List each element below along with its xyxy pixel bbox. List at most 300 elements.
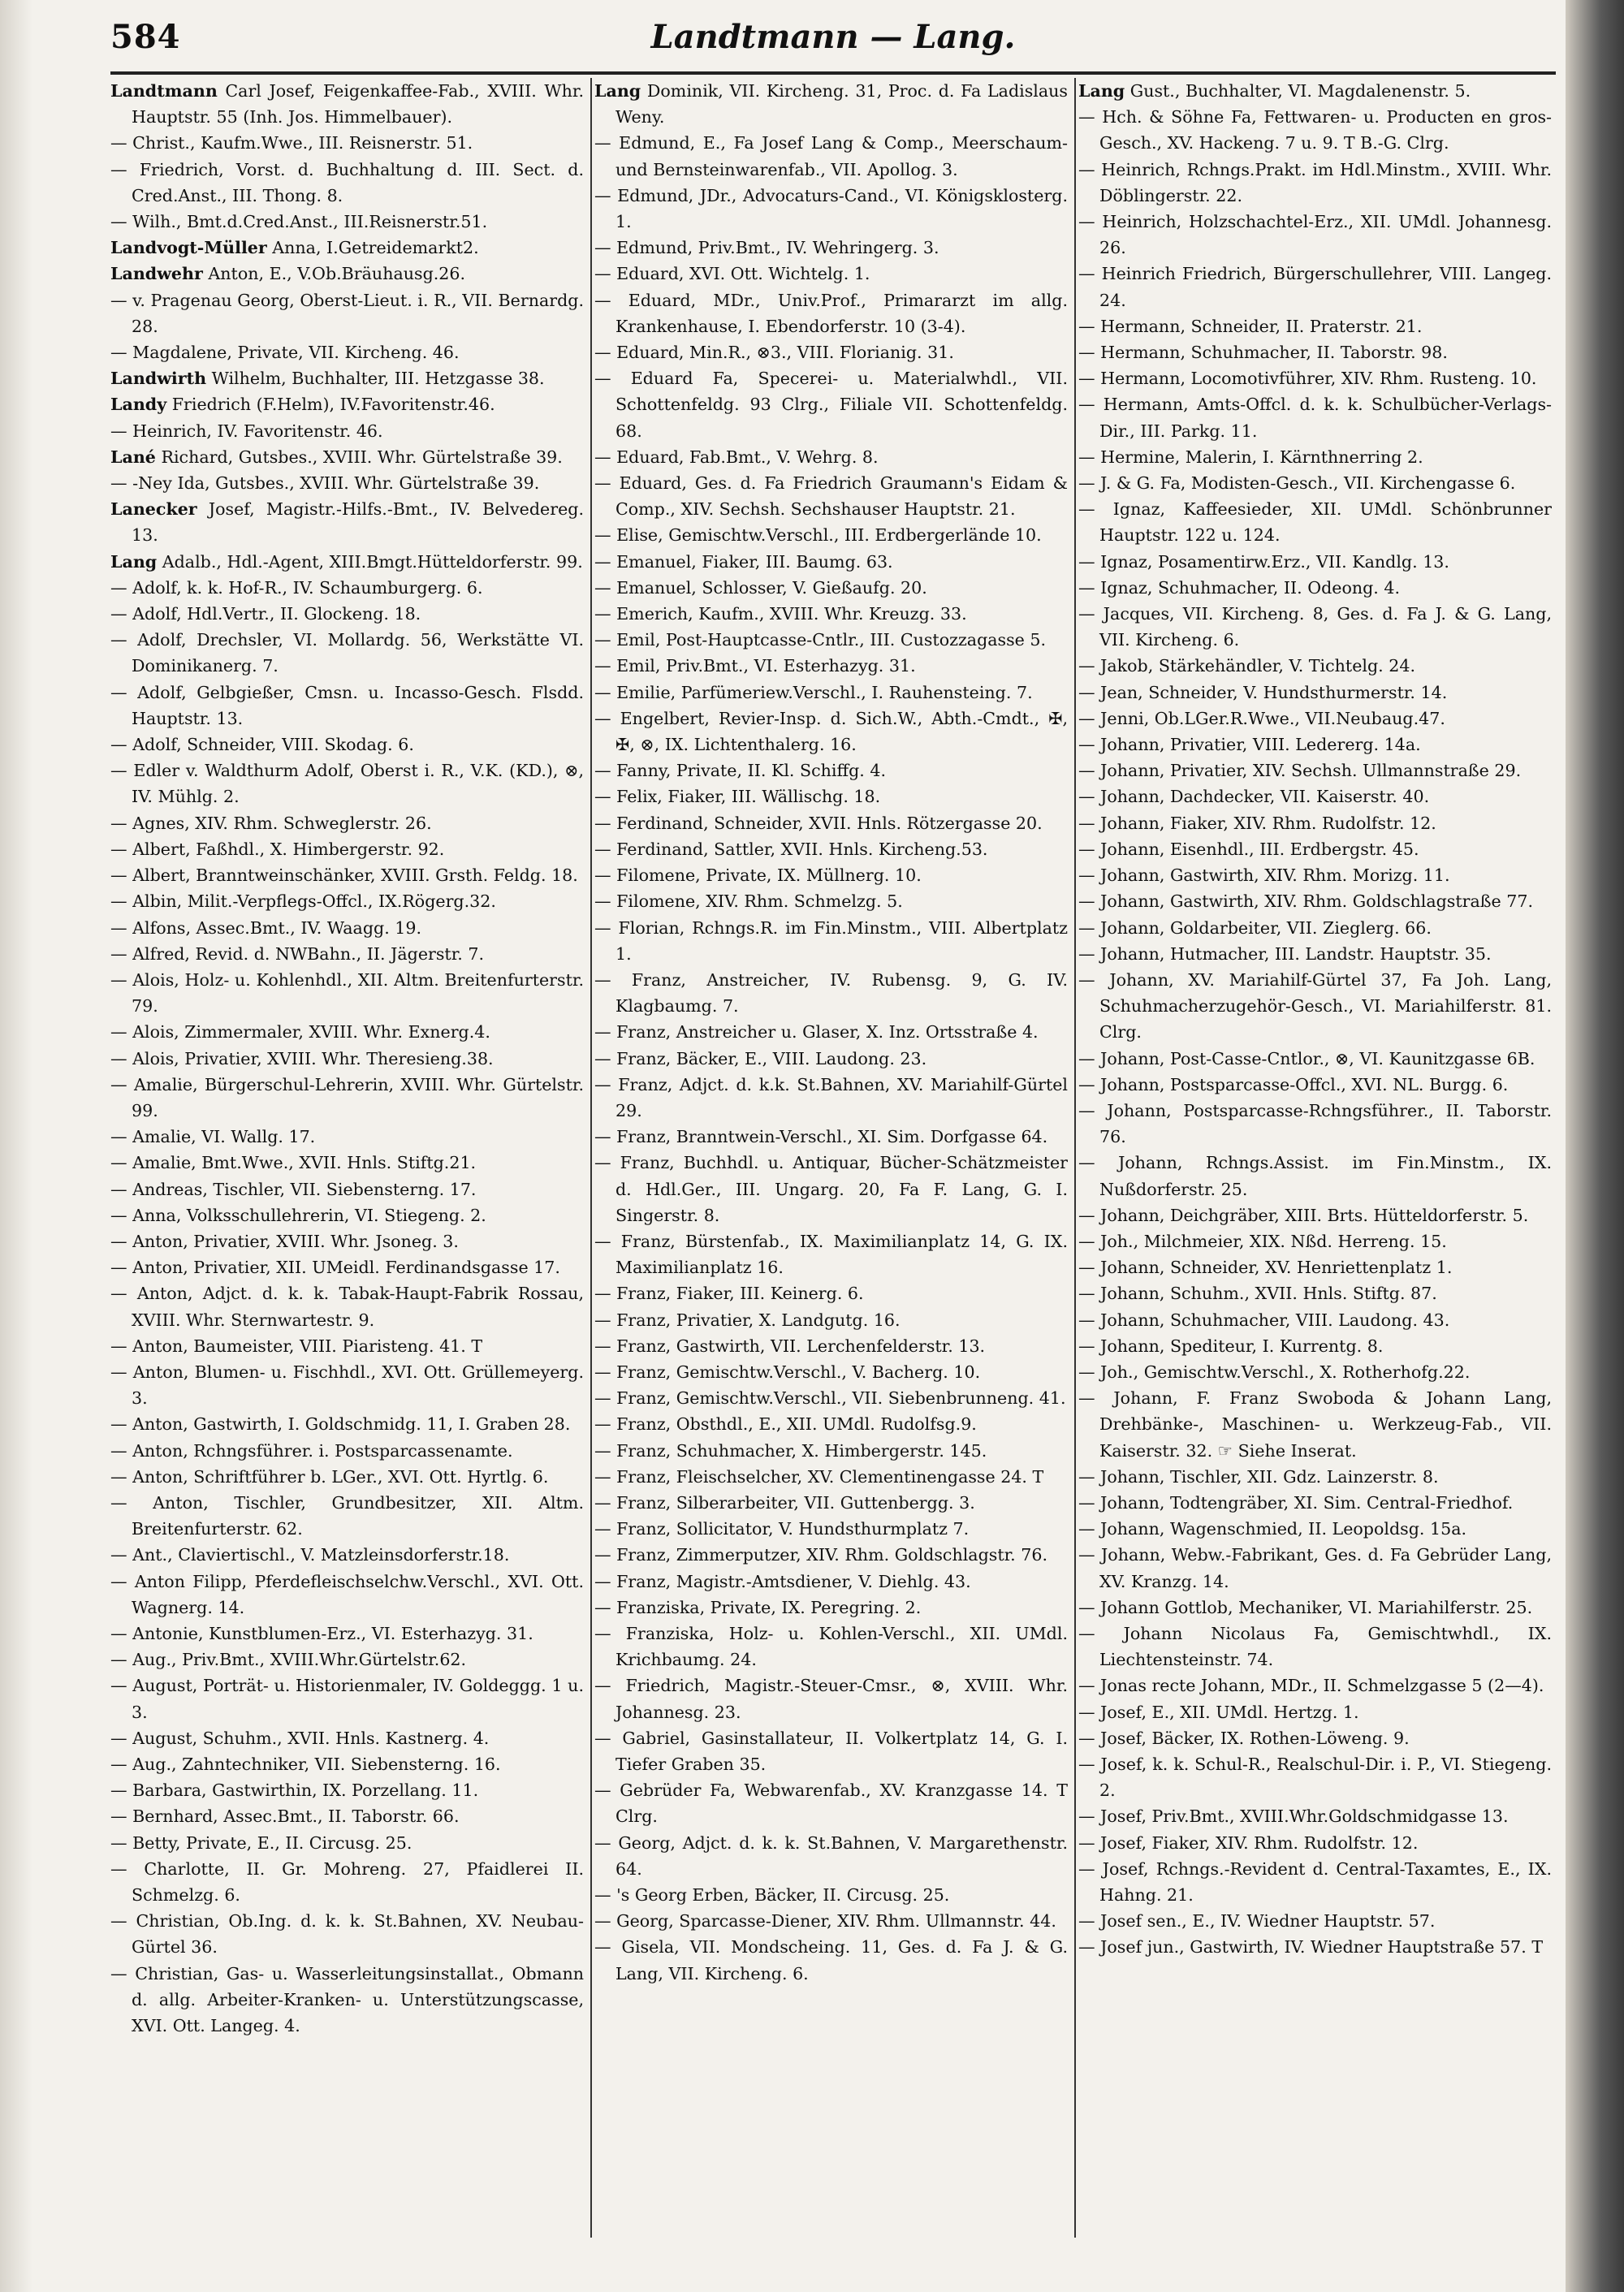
entry-text: — Elise, Gemischtw.Verschl., III. Erdbergerlände 10. [594,525,1042,546]
entry-text: Anton, E., V.Ob.Bräuhausg.26. [202,264,466,284]
directory-entry [594,836,1068,862]
entry-text: — Anton, Schriftführer b. LGer., XVI. Ott. Hyrtlg. 6. [110,1466,549,1487]
entry-text: — Gabriel, Gasinstallateur, II. Volkertplatz 14, G. I. Tiefer Graben 35. [594,1728,1068,1774]
directory-entry [1078,1098,1552,1150]
page-gutter-shadow [0,0,32,2292]
entry-text: — Johann, Post-Casse-Cntlor., ⊗, VI. Kaunitzgasse 6B. [1078,1048,1535,1068]
entry-text: — Heinrich, Rchngs.Prakt. im Hdl.Minstm., XVIII. Whr. Döblingerstr. 22. [1078,159,1552,205]
directory-entry [110,287,584,339]
directory-entry [110,391,584,417]
entry-text: — Johann, Schuhmacher, VIII. Laudong. 43. [1078,1310,1450,1330]
directory-entry [1078,706,1552,732]
directory-entry [594,1934,1068,1986]
directory-entry [594,653,1068,679]
entry-text: — Agnes, XIV. Rhm. Schweglerstr. 26. [110,813,432,833]
directory-entry [110,888,584,914]
page-number: 584 [110,18,181,56]
entry-text: — Georg, Adjct. d. k. k. St.Bahnen, V. Margarethenstr. 64. [594,1832,1068,1879]
entry-text: — Emil, Priv.Bmt., VI. Esterhazyg. 31. [594,656,916,676]
entry-text: — Eduard, Min.R., ⊗3., VIII. Florianig. 31. [594,343,954,363]
entry-text: — Josef sen., E., IV. Wiedner Hauptstr. 57. [1078,1911,1436,1932]
entry-text: — Adolf, k. k. Hof-R., IV. Schaumburgerg. 6. [110,577,483,598]
entry-text: — Anton, Gastwirth, I. Goldschmidg. 11, I. Graben 28. [110,1414,571,1435]
directory-entry [594,1228,1068,1280]
entry-text: — Franziska, Private, IX. Peregring. 2. [594,1597,922,1617]
directory-entry [1078,862,1552,888]
entry-text: — Franz, Schuhmacher, X. Himbergerstr. 145. [594,1440,987,1461]
entry-text: — Christian, Ob.Ing. d. k. k. St.Bahnen, XV. Neubau-Gürtel 36. [110,1911,584,1957]
directory-entry [1078,1046,1552,1072]
entry-text: — Gisela, VII. Mondscheing. 11, Ges. d. Fa J. & G. Lang, VII. Kircheng. 6. [594,1937,1068,1983]
entry-text: — Johann, Hutmacher, III. Landstr. Hauptstr. 35. [1078,943,1492,964]
directory-entry [594,1359,1068,1385]
entry-text: — Johann, Privatier, VIII. Ledererg. 14a. [1078,735,1421,755]
directory-entry [1078,732,1552,758]
directory-entry [1078,1202,1552,1228]
directory-entry [110,1569,584,1621]
entry-text: — Johann Gottlob, Mechaniker, VI. Mariahilferstr. 25. [1078,1597,1533,1617]
directory-entry [1078,1490,1552,1516]
directory-entry [1078,1072,1552,1098]
entry-text: Carl Josef, Feigenkaffee-Fab., XVIII. Whr. Hauptstr. 55 (Inh. Jos. Himmelbauer). [132,81,584,127]
column-3 [1078,78,1552,2238]
entry-text: — Johann, Fiaker, XIV. Rhm. Rudolfstr. 12. [1078,813,1436,833]
entry-text: — Franz, Anstreicher, IV. Rubensg. 9, G. IV. Klagbaumg. 7. [594,969,1068,1017]
entry-text: — Johann, Schuhm., XVII. Hnls. Stiftg. 87. [1078,1284,1437,1304]
entry-text: — Edmund, Priv.Bmt., IV. Wehringerg. 3. [594,238,939,258]
entry-text: — Alois, Zimmermaler, XVIII. Whr. Exnerg.4. [110,1022,490,1042]
directory-entry [1078,653,1552,679]
directory-entry [110,130,584,156]
entry-text: — Adolf, Schneider, VIII. Skodag. 6. [110,735,414,755]
entry-text: — Eduard, Fab.Bmt., V. Wehrg. 8. [594,447,879,467]
entry-text: — Amalie, Bürgerschul-Lehrerin, XVIII. Whr. Gürtelstr. 99. [110,1074,584,1120]
entry-text: — Anna, Volksschullehrerin, VI. Stiegeng. 2. [110,1205,486,1225]
directory-entry [1078,1621,1552,1673]
directory-entry [110,1228,584,1254]
entry-text: — Johann, Spediteur, I. Kurrentg. 8. [1078,1336,1384,1356]
directory-entry [594,1411,1068,1437]
entry-text: — Gebrüder Fa, Webwarenfab., XV. Kranzgasse 14. T Clrg. [594,1781,1068,1827]
entry-text: — Engelbert, Revier-Insp. d. Sich.W., Abth.-Cmdt., ✠, ✠, ⊗, IX. Lichtenthalerg. 16. [594,708,1068,755]
directory-entry [110,1019,584,1045]
directory-entry [1078,601,1552,653]
directory-entry [594,783,1068,809]
entry-text: — Johann, Eisenhdl., III. Erdbergstr. 45. [1078,839,1419,859]
directory-entry [1078,1385,1552,1464]
entry-text: — Johann, F. Franz Swoboda & Johann Lang, Drehbänke-, Maschinen- u. Werkzeug-Fab., VII. Kaiserstr. 32. ☞ Siehe Inserat. [1078,1388,1552,1461]
entry-text: — Anton, Adjct. d. k. k. Tabak-Haupt-Fabrik Rossau, XVIII. Whr. Sternwartestr. 9. [110,1284,584,1330]
directory-entry [110,1725,584,1751]
entry-text: — Franz, Anstreicher u. Glaser, X. Inz. Ortsstraße 4. [594,1022,1039,1042]
directory-entry [594,1908,1068,1934]
entry-text: Adalb., Hdl.-Agent, XIII.Bmgt.Hütteldorferstr. 99. [157,551,583,572]
entry-text: — Alfons, Assec.Bmt., IV. Waagg. 19. [110,917,422,938]
entry-text: — Emanuel, Schlosser, V. Gießaufg. 20. [594,577,927,598]
entry-surname: Lang [1078,81,1125,101]
directory-entry [1078,575,1552,601]
entry-text: — Franziska, Holz- u. Kohlen-Verschl., XII. UMdl. Krichbaumg. 24. [594,1623,1068,1670]
directory-entry [594,549,1068,575]
directory-entry [110,1830,584,1856]
directory-entry [1078,78,1552,104]
header-rule [110,71,1556,75]
directory-entry [1078,1516,1552,1542]
entry-text: — Christian, Gas- u. Wasserleitungsinstallat., Obmann d. allg. Arbeiter-Kranken- u. Unterstützungscasse, XVI. Ott. Langeg. 4. [110,1963,584,2036]
directory-entry [1078,1254,1552,1280]
entry-text: Friedrich (F.Helm), IV.Favoritenstr.46. [166,395,495,415]
entry-text: — Franz, Fiaker, III. Keinerg. 6. [594,1284,864,1304]
entry-text: — Aug., Priv.Bmt., XVIII.Whr.Gürtelstr.62. [110,1650,467,1670]
entry-text: — Edler v. Waldthurm Adolf, Oberst i. R., V.K. (KD.), ⊗, IV. Mühlg. 2. [110,761,584,807]
directory-entry [110,1411,584,1437]
entry-text: — Antonie, Kunstblumen-Erz., VI. Esterhazyg. 31. [110,1623,533,1643]
entry-text: — Ferdinand, Schneider, XVII. Hnls. Rötzergasse 20. [594,813,1043,833]
directory-entry [1078,1359,1552,1385]
directory-entry [110,1176,584,1202]
directory-entry [110,1254,584,1280]
directory-entry [110,418,584,444]
directory-entry [110,915,584,941]
directory-entry [594,1542,1068,1568]
directory-entry [594,522,1068,548]
directory-entry [110,1464,584,1490]
entry-text: — Jean, Schneider, V. Hundsthurmerstr. 14. [1078,682,1448,702]
directory-entry [594,1516,1068,1542]
directory-entry [594,575,1068,601]
directory-entry [594,1725,1068,1777]
directory-entry [110,1777,584,1803]
entry-text: — Florian, Rchngs.R. im Fin.Minstm., VIII. Albertplatz 1. [594,917,1068,964]
directory-entry [1078,365,1552,391]
entry-text: Gust., Buchhalter, VI. Magdalenenstr. 5. [1125,81,1471,101]
entry-surname: Lané [110,447,156,467]
directory-entry [1078,888,1552,914]
directory-entry [1078,967,1552,1046]
entry-text: — Johann, Goldarbeiter, VII. Zieglerg. 66. [1078,917,1432,938]
directory-entry [110,575,584,601]
directory-entry [594,183,1068,235]
directory-entry [1078,1830,1552,1856]
directory-entry [1078,1856,1552,1908]
entry-text: — Johann, Gastwirth, XIV. Rhm. Goldschlagstraße 77. [1078,891,1534,912]
entry-text: — Adolf, Hdl.Vertr., II. Glockeng. 18. [110,604,421,624]
entry-text: — Hch. & Söhne Fa, Fettwaren- u. Producten en gros-Gesch., XV. Hackeng. 7 u. 9. T B.-G. Clrg. [1078,107,1552,153]
directory-entry [110,78,584,130]
entry-text: — Emerich, Kaufm., XVIII. Whr. Kreuzg. 33. [594,604,967,624]
entry-text: — August, Schuhm., XVII. Hnls. Kastnerg. 4. [110,1728,490,1748]
directory-entry [594,1673,1068,1724]
entry-text: Anna, I.Getreidemarkt2. [266,238,479,258]
entry-surname: Landtmann [110,81,218,101]
directory-columns [110,78,1564,2238]
entry-text: — Eduard, Ges. d. Fa Friedrich Graumann's Eidam & Comp., XIV. Sechsh. Sechshauser Hauptstr. 21. [594,473,1068,520]
entry-text: — Hermann, Schneider, II. Praterstr. 21. [1078,316,1423,336]
entry-text: — Josef, Priv.Bmt., XVIII.Whr.Goldschmidgasse 13. [1078,1806,1509,1827]
entry-surname: Landy [110,395,167,415]
entry-text: — Franz, Obsthdl., E., XII. UMdl. Rudolfsg.9. [594,1414,977,1435]
entry-text: — Jakob, Stärkehändler, V. Tichtelg. 24. [1078,656,1415,676]
entry-text: — Eduard, XVI. Ott. Wichtelg. 1. [594,264,870,284]
entry-text: — Eduard Fa, Specerei- u. Materialwhdl., VII. Schottenfeldg. 93 Clrg., Filiale VII. Schottenfeldg. 68. [594,369,1068,441]
entry-text: — Johann, XV. Mariahilf-Gürtel 37, Fa Joh. Lang, Schuhmacherzugehör-Gesch., VI. Mariahilferstr. 81. Clrg. [1078,969,1552,1042]
entry-text: — August, Porträt- u. Historienmaler, IV. Goldeggg. 1 u. 3. [110,1676,584,1722]
directory-entry [594,1464,1068,1490]
entry-text: — Albin, Milit.-Verpflegs-Offcl., IX.Rögerg.32. [110,891,496,912]
entry-text: — Felix, Fiaker, III. Wällischg. 18. [594,787,881,807]
entry-text: — Anton, Rchngsführer. i. Postsparcassenamte. [110,1440,513,1461]
directory-entry [594,1150,1068,1228]
entry-surname: Lanecker [110,499,197,520]
entry-text: — Albert, Branntweinschänker, XVIII. Grsth. Feldg. 18. [110,865,578,886]
directory-entry [594,1124,1068,1150]
directory-entry [110,967,584,1019]
directory-entry [1078,915,1552,941]
entry-text: — Joh., Gemischtw.Verschl., X. Rotherhofg.22. [1078,1362,1471,1382]
directory-entry [594,601,1068,627]
directory-entry [110,470,584,496]
entry-text: — Josef, Fiaker, XIV. Rhm. Rudolfstr. 12. [1078,1832,1419,1853]
entry-text: Josef, Magistr.-Hilfs.-Bmt., IV. Belvedereg. 13. [132,499,584,546]
entry-text: — Franz, Bäcker, E., VIII. Laudong. 23. [594,1048,927,1068]
entry-surname: Lang [594,81,641,101]
entry-text: — -Ney Ida, Gutsbes., XVIII. Whr. Gürtelstraße 39. [110,473,540,494]
directory-entry [110,496,584,548]
entry-text: — Johann, Deichgräber, XIII. Brts. Hütteldorferstr. 5. [1078,1205,1529,1225]
entry-text: — Anton, Blumen- u. Fischhdl., XVI. Ott. Grüllemeyerg. 3. [110,1362,584,1409]
entry-text: — Ignaz, Schuhmacher, II. Odeong. 4. [1078,577,1401,598]
entry-text: — Franz, Sollicitator, V. Hundsthurmplatz 7. [594,1519,970,1539]
entry-text: — Filomene, XIV. Rhm. Schmelzg. 5. [594,891,903,912]
directory-entry [110,1124,584,1150]
entry-text: — Franz, Gastwirth, VII. Lerchenfelderstr. 13. [594,1336,986,1356]
entry-text: — Jacques, VII. Kircheng. 8, Ges. d. Fa J. & G. Lang, VII. Kircheng. 6. [1078,604,1552,650]
entry-text: — Emilie, Parfümeriew.Verschl., I. Rauhensteing. 7. [594,682,1033,702]
directory-entry [110,235,584,261]
directory-entry [1078,1699,1552,1725]
directory-entry [110,209,584,235]
directory-entry [110,732,584,758]
directory-entry [110,1490,584,1542]
column-divider-2 [1074,78,1076,2238]
entry-text: — Johann, Postsparcasse-Offcl., XVI. NL. Burgg. 6. [1078,1074,1509,1094]
entry-text: — Johann, Gastwirth, XIV. Rhm. Morizg. 11. [1078,865,1450,886]
directory-entry [110,444,584,470]
entry-text: — J. & G. Fa, Modisten-Gesch., VII. Kirchengasse 6. [1078,473,1516,494]
entry-text: — Friedrich, Vorst. d. Buchhaltung d. III. Sect. d. Cred.Anst., III. Thong. 8. [110,159,584,205]
directory-entry [594,1438,1068,1464]
directory-entry [110,1542,584,1568]
entry-text: — Jonas recte Johann, MDr., II. Schmelzgasse 5 (2—4). [1078,1676,1544,1696]
directory-entry [110,1803,584,1829]
directory-entry [110,1961,584,2039]
directory-entry [594,1072,1068,1124]
entry-text: — Johann, Dachdecker, VII. Kaiserstr. 40. [1078,787,1430,807]
entry-text: — Charlotte, II. Gr. Mohreng. 27, Pfaidlerei II. Schmelzg. 6. [110,1858,584,1906]
directory-entry [110,339,584,365]
entry-text: — Josef, Bäcker, IX. Rothen-Löweng. 9. [1078,1728,1410,1748]
entry-text: — Jenni, Ob.LGer.R.Wwe., VII.Neubaug.47. [1078,708,1445,728]
entry-text: — Franz, Zimmerputzer, XIV. Rhm. Goldschlagstr. 76. [594,1545,1048,1565]
page-header [110,18,1556,65]
entry-text: — Christ., Kaufm.Wwe., III. Reisnerstr. 51. [110,133,473,153]
directory-entry [594,1830,1068,1882]
entry-text: — Ignaz, Kaffeesieder, XII. UMdl. Schönbrunner Hauptstr. 122 u. 124. [1078,499,1552,546]
directory-entry [594,758,1068,783]
directory-entry [1078,810,1552,836]
directory-entry [1078,1464,1552,1490]
directory-entry [1078,758,1552,783]
directory-entry [110,941,584,967]
directory-entry [1078,1228,1552,1254]
directory-entry [110,365,584,391]
directory-entry [594,78,1068,130]
entry-text: — Johann, Privatier, XIV. Sechsh. Ullmannstraße 29. [1078,761,1522,781]
directory-entry [594,810,1068,836]
directory-entry [110,1751,584,1777]
entry-text: Wilhelm, Buchhalter, III. Hetzgasse 38. [206,369,545,389]
entry-text: — Bernhard, Assec.Bmt., II. Taborstr. 66. [110,1806,460,1827]
entry-text: — Eduard, MDr., Univ.Prof., Primararzt im allg. Krankenhause, I. Ebendorferstr. 10 (3-4). [594,290,1068,336]
directory-entry [1078,209,1552,261]
directory-entry [110,1908,584,1960]
entry-text: — Anton, Baumeister, VIII. Piaristeng. 41. T [110,1336,483,1356]
directory-entry [110,1202,584,1228]
entry-text: — Georg, Sparcasse-Diener, XIV. Rhm. Ullmannstr. 44. [594,1911,1056,1932]
directory-entry [110,758,584,809]
directory-entry [110,157,584,209]
directory-entry [594,967,1068,1019]
entry-text: — Franz, Adjct. d. k.k. St.Bahnen, XV. Mariahilf-Gürtel 29. [594,1074,1068,1120]
entry-text: — Anton, Privatier, XVIII. Whr. Jsoneg. 3. [110,1231,459,1251]
entry-text: — Franz, Gemischtw.Verschl., V. Bacherg. 10. [594,1362,981,1382]
entry-text: — Johann, Todtengräber, XI. Sim. Central-Friedhof. [1078,1492,1514,1513]
entry-text: — Adolf, Gelbgießer, Cmsn. u. Incasso-Gesch. Flsdd. Hauptstr. 13. [110,682,584,728]
directory-entry [1078,313,1552,339]
entry-text: — Johann, Schneider, XV. Henriettenplatz 1. [1078,1258,1453,1278]
directory-entry [1078,549,1552,575]
directory-entry [594,1882,1068,1908]
entry-text: — Johann Nicolaus Fa, Gemischtwhdl., IX. Liechtensteinstr. 74. [1078,1623,1552,1670]
column-1 [110,78,584,2238]
directory-entry [594,1280,1068,1306]
entry-text: — Edmund, E., Fa Josef Lang & Comp., Meerschaum- und Bernsteinwarenfab., VII. Apollog. 3. [594,133,1068,179]
directory-entry [594,680,1068,706]
entry-text: — Hermann, Amts-Offcl. d. k. k. Schulbücher-Verlags-Dir., III. Parkg. 11. [1078,395,1552,441]
directory-entry [1078,496,1552,548]
entry-text: — Hermann, Schuhmacher, II. Taborstr. 98. [1078,343,1448,363]
directory-entry [110,1647,584,1673]
directory-entry [594,862,1068,888]
directory-entry [594,915,1068,967]
entry-text: — Johann, Tischler, XII. Gdz. Lainzerstr. 8. [1078,1466,1439,1487]
entry-surname: Lang [110,551,158,572]
entry-text: — Josef jun., Gastwirth, IV. Wiedner Hauptstraße 57. T [1078,1937,1544,1957]
directory-entry [110,1333,584,1359]
directory-entry [1078,391,1552,443]
entry-text: — Johann, Wagenschmied, II. Leopoldsg. 15a. [1078,1519,1467,1539]
directory-entry [110,680,584,732]
entry-text: — Ignaz, Posamentirw.Erz., VII. Kandlg. 13. [1078,551,1449,572]
directory-entry [110,836,584,862]
entry-text: — Franz, Buchhdl. u. Antiquar, Bücher-Schätzmeister d. Hdl.Ger., III. Ungarg. 20, Fa F. Lang, G. I. Singerstr. 8. [594,1153,1068,1225]
entry-text: — Albert, Faßhdl., X. Himbergerstr. 92. [110,839,445,859]
entry-text: — Barbara, Gastwirthin, IX. Porzellang. 11. [110,1781,479,1801]
directory-entry [1078,1595,1552,1621]
directory-entry [594,888,1068,914]
entry-surname: Landvogt-Müller [110,238,267,258]
directory-entry [594,444,1068,470]
entry-text: — Josef, E., XII. UMdl. Hertzg. 1. [1078,1702,1359,1722]
directory-entry [1078,104,1552,156]
directory-entry [594,470,1068,522]
entry-text: — Franz, Branntwein-Verschl., XI. Sim. Dorfgasse 64. [594,1127,1048,1147]
directory-entry [1078,1673,1552,1698]
directory-entry [1078,1908,1552,1934]
directory-entry [594,706,1068,758]
directory-entry [110,1046,584,1072]
directory-entry [594,365,1068,444]
directory-entry [1078,783,1552,809]
entry-text: — Aug., Zahntechniker, VII. Siebensterng. 16. [110,1755,501,1774]
directory-entry [594,287,1068,339]
entry-text: — Alois, Holz- u. Kohlenhdl., XII. Altm. Breitenfurterstr. 79. [110,969,584,1017]
entry-text: — Franz, Privatier, X. Landgutg. 16. [594,1310,901,1330]
entry-text: — Amalie, VI. Wallg. 17. [110,1127,316,1147]
directory-entry [594,1621,1068,1673]
entry-text: Dominik, VII. Kircheng. 31, Proc. d. Fa Ladislaus Weny. [615,81,1068,127]
directory-entry [1078,1803,1552,1829]
entry-text: — Anton Filipp, Pferdefleischselchw.Verschl., XVI. Ott. Wagnerg. 14. [110,1571,584,1617]
directory-entry [110,862,584,888]
entry-text: — Johann, Webw.-Fabrikant, Ges. d. Fa Gebrüder Lang, XV. Kranzg. 14. [1078,1545,1552,1591]
entry-text: — Heinrich Friedrich, Bürgerschullehrer, VIII. Langeg. 24. [1078,264,1552,310]
entry-text: — Josef, k. k. Schul-R., Realschul-Dir. i. P., VI. Stiegeng. 2. [1078,1755,1552,1801]
directory-entry [594,130,1068,182]
directory-entry [594,1307,1068,1333]
directory-entry [1078,836,1552,862]
entry-text: — Joh., Milchmeier, XIX. Nßd. Herreng. 15. [1078,1231,1447,1251]
directory-entry [110,1150,584,1176]
column-2 [594,78,1068,2238]
directory-entry [110,810,584,836]
entry-text: — Amalie, Bmt.Wwe., XVII. Hnls. Stiftg.21. [110,1153,477,1173]
directory-entry [110,1438,584,1464]
entry-text: — Edmund, JDr., Advocaturs-Cand., VI. Königsklosterg. 1. [594,185,1068,232]
directory-entry [1078,680,1552,706]
entry-text: — Franz, Silberarbeiter, VII. Guttenbergg. 3. [594,1492,975,1513]
directory-entry [594,1777,1068,1829]
directory-entry [110,549,584,575]
entry-text: — Emanuel, Fiaker, III. Baumg. 63. [594,551,893,572]
directory-entry [594,1595,1068,1621]
directory-entry [1078,157,1552,209]
entry-text: — Anton, Tischler, Grundbesitzer, XII. Altm. Breitenfurterstr. 62. [110,1492,584,1539]
entry-text: — Hermann, Locomotivführer, XIV. Rhm. Rusteng. 10. [1078,369,1537,389]
entry-text: — Wilh., Bmt.d.Cred.Anst., III.Reisnerstr.51. [110,212,488,232]
entry-text: — 's Georg Erben, Bäcker, II. Circusg. 25. [594,1885,950,1906]
entry-text: — Johann, Rchngs.Assist. im Fin.Minstm., IX. Nußdorferstr. 25. [1078,1153,1552,1199]
directory-entry [594,235,1068,261]
entry-text: — Alfred, Revid. d. NWBahn., II. Jägerstr. 7. [110,943,485,964]
directory-entry [110,1359,584,1411]
entry-text: — Magdalene, Private, VII. Kircheng. 46. [110,343,460,363]
entry-text: — Ant., Claviertischl., V. Matzleinsdorferstr.18. [110,1545,510,1565]
directory-entry [1078,1542,1552,1594]
entry-text: — Adolf, Drechsler, VI. Mollardg. 56, Werkstätte VI. Dominikanerg. 7. [110,630,584,676]
directory-entry [594,1019,1068,1045]
entry-surname: Landwirth [110,369,207,389]
